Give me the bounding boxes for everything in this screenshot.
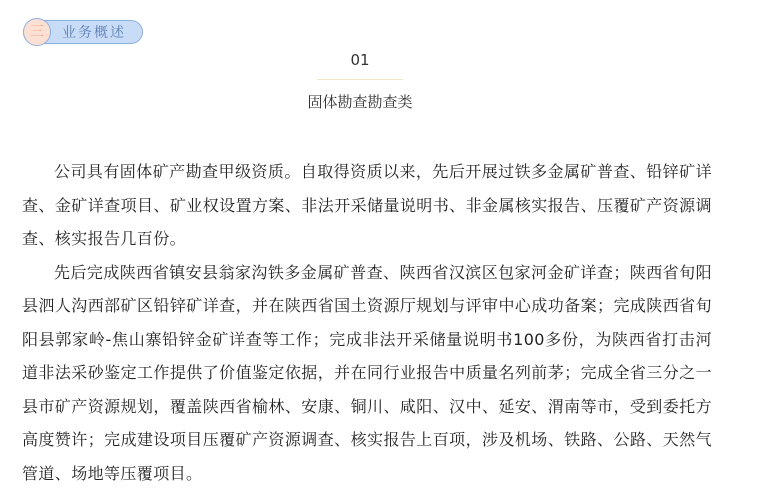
paragraph: 公司具有固体矿产勘查甲级资质。自取得资质以来，先后开展过铁多金属矿普查、铅锌矿详查、金矿详查项目、矿业权设置方案、非法开采储量说明书、非金属核实报告、压覆矿产资源调查、核实报告几百份。 bbox=[22, 162, 712, 248]
body-text bbox=[22, 155, 712, 490]
section-title: 固体勘查勘查类 bbox=[307, 93, 413, 111]
divider bbox=[317, 79, 403, 80]
badge-label: 业务概述 bbox=[62, 25, 126, 41]
three-lines-icon: 三 bbox=[23, 18, 51, 46]
section-number: 01 bbox=[350, 51, 370, 69]
paragraph: 先后完成陕西省镇安县翁家沟铁多金属矿普查、陕西省汉滨区包家河金矿详查；陕西省旬阳县泗人沟西部矿区铅锌矿详查，并在陕西省国土资源厅规划与评审中心成功备案；完成陕西省旬阳县郭家岭-焦山寨铅锌金矿详查等工作；完成非法开采储量说明书100多份，为陕西省打击河道非法采砂鉴定工作提供了价值鉴定依据，并在同行业报告中质量名列前茅；完成全省三分之一县市矿产资源规划，覆盖陕西省榆林、安康、铜川、咸阳、汉中、延安、渭南等市，受到委托方高度赞许；完成建设项目压覆矿产资源调查、核实报告上百项，涉及机场、铁路、公路、天然气管道、场地等压覆项目。 bbox=[22, 262, 712, 483]
section-badge bbox=[23, 20, 143, 44]
